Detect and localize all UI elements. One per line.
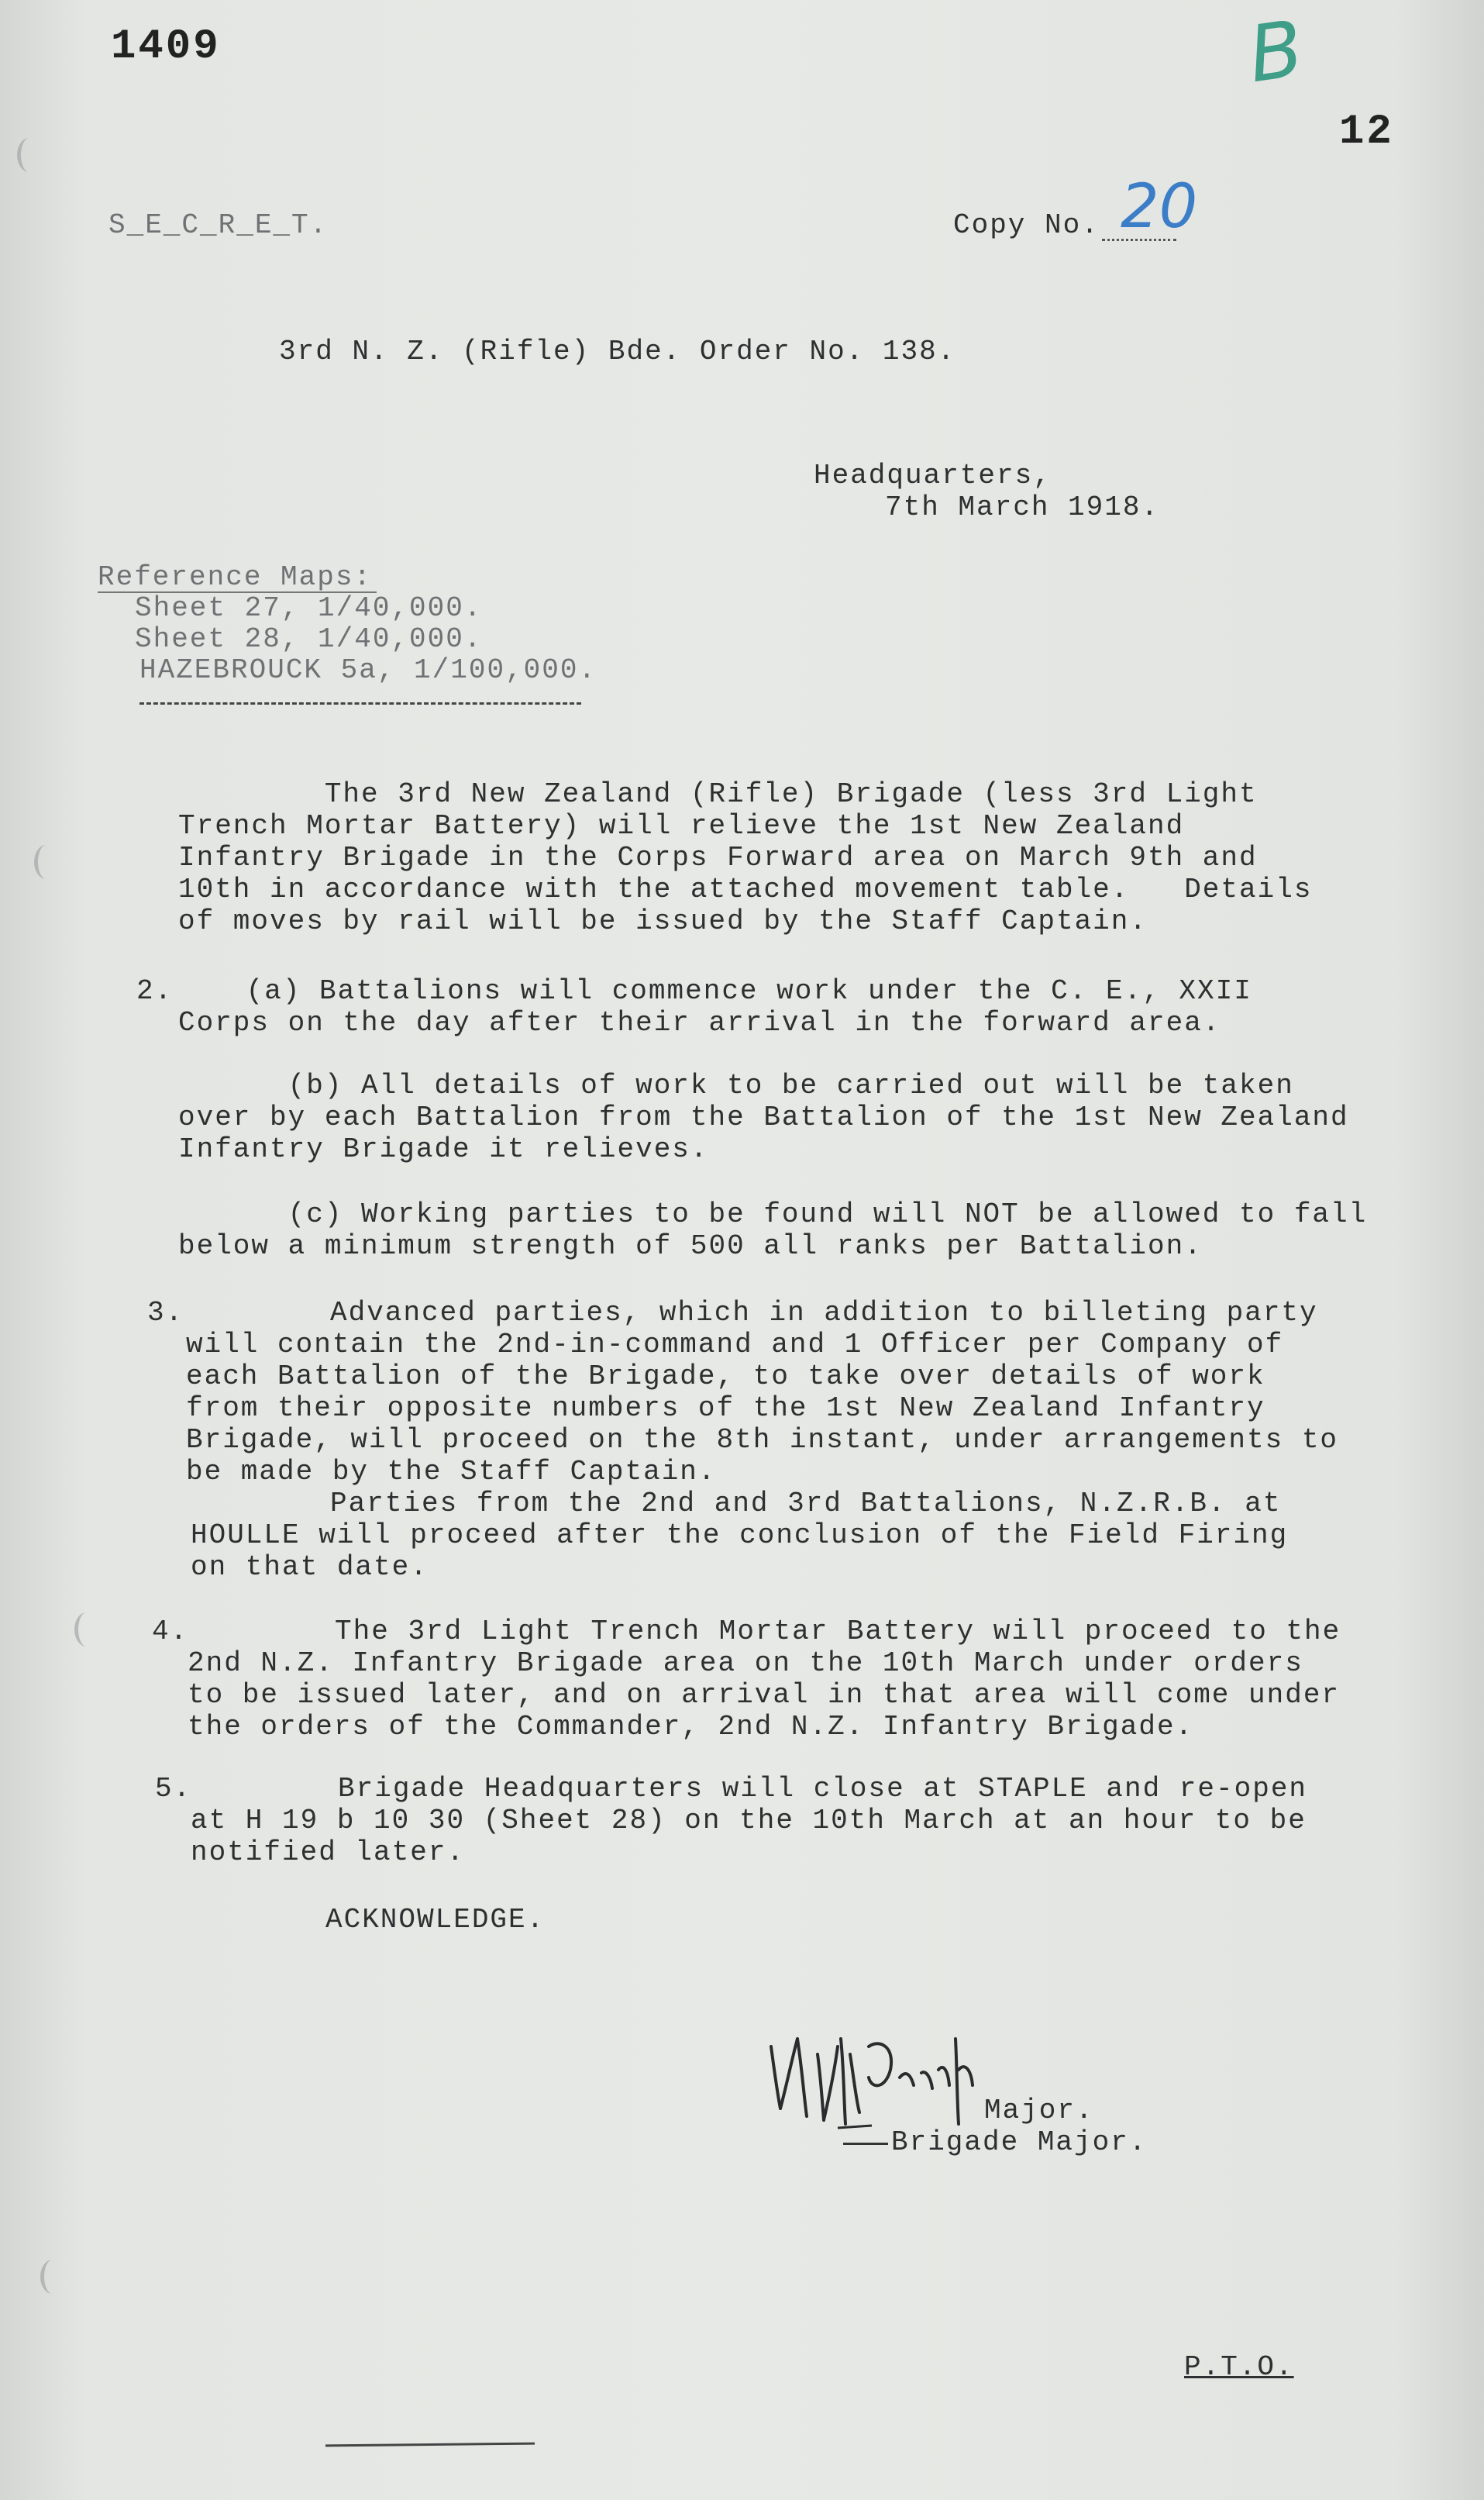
paragraph-2c <box>178 1198 1387 1262</box>
paragraph-line: The 3rd New Zealand (Rifle) Brigade (less 3rd Light <box>178 778 1258 810</box>
paragraph-line: of moves by rail will be issued by the Staff Captain. <box>178 905 1148 937</box>
order-date: 7th March 1918. <box>885 491 1160 523</box>
paragraph-line: to be issued later, and on arrival in that area will come under <box>188 1679 1341 1711</box>
paragraph-line: over by each Battalion from the Battalion of the 1st New Zealand <box>178 1102 1349 1133</box>
paragraph-5 <box>155 1773 1364 1868</box>
paragraph-line: 4. The 3rd Light Trench Mortar Battery will proceed to the <box>152 1616 1341 1647</box>
paragraph-line: Corps on the day after their arrival in the forward area. <box>178 1007 1221 1039</box>
paragraph-line: Infantry Brigade in the Corps Forward area on March 9th and <box>178 842 1258 874</box>
paragraph-line: (b) All details of work to be carried out will be taken <box>178 1070 1294 1102</box>
reference-map-item: HAZEBROUCK 5a, 1/100,000. <box>139 654 597 686</box>
paragraph-line: from their opposite numbers of the 1st New Zealand Infantry <box>186 1392 1265 1424</box>
paragraph-line: on that date. <box>191 1551 429 1583</box>
paragraph-2b <box>178 1070 1387 1165</box>
paragraph-line: Parties from the 2nd and 3rd Battalions, N.Z.R.B. at <box>147 1488 1282 1519</box>
page-turn-note: P.T.O. <box>1184 2351 1294 2383</box>
headquarters-label: Headquarters, <box>814 460 1052 491</box>
bottom-pencil-stroke <box>325 2443 535 2447</box>
reference-map-item: Sheet 27, 1/40,000. <box>135 592 483 624</box>
handwritten-signature <box>763 2023 996 2132</box>
punch-hole-mark <box>74 1612 98 1647</box>
acknowledge-line: ACKNOWLEDGE. <box>325 1904 546 1936</box>
signature-rank: Major. <box>984 2095 1094 2126</box>
paragraph-line: at H 19 b 10 30 (Sheet 28) on the 10th March at an hour to be <box>191 1805 1307 1836</box>
reference-maps-heading: Reference Maps: <box>98 561 373 593</box>
paragraph-line: below a minimum strength of 500 all ranks per Battalion. <box>178 1230 1203 1262</box>
paragraph-line: Brigade, will proceed on the 8th instant, under arrangements to <box>186 1424 1339 1456</box>
paragraph-line: HOULLE will proceed after the conclusion of the Field Firing <box>191 1519 1289 1551</box>
paragraph-line: Infantry Brigade it relieves. <box>178 1133 709 1165</box>
reference-maps-dashed-rule <box>139 702 581 705</box>
paragraph-1 <box>178 778 1387 937</box>
punch-hole-mark <box>40 2260 64 2294</box>
copy-label: Copy No. <box>953 209 1100 241</box>
paragraph-4 <box>152 1616 1361 1743</box>
signature-dash <box>843 2143 888 2145</box>
classification-marking: S_E_C_R_E_T. <box>108 209 329 241</box>
signature-title: Brigade Major. <box>891 2126 1148 2158</box>
handwritten-annotation-letter: B <box>1243 2 1309 101</box>
punch-hole-mark <box>34 845 58 879</box>
page-number: 12 <box>1339 109 1394 156</box>
file-number: 1409 <box>111 23 221 71</box>
paragraph-line: 2. (a) Battalions will commence work under the C. E., XXII <box>136 975 1252 1007</box>
paragraph-line: (c) Working parties to be found will NOT be allowed to fall <box>178 1198 1368 1230</box>
paragraph-line: 3. Advanced parties, which in addition to billeting party <box>147 1297 1318 1329</box>
reference-map-item: Sheet 28, 1/40,000. <box>135 623 483 655</box>
paragraph-line: will contain the 2nd-in-command and 1 Officer per Company of <box>186 1329 1284 1360</box>
paragraph-line: 2nd N.Z. Infantry Brigade area on the 10th March under orders <box>188 1647 1303 1679</box>
paragraph-line: Trench Mortar Battery) will relieve the 1st New Zealand <box>178 810 1185 842</box>
paragraph-3 <box>147 1297 1356 1583</box>
punch-hole-mark <box>17 138 41 172</box>
order-title: 3rd N. Z. (Rifle) Bde. Order No. 138. <box>279 336 956 367</box>
paragraph-line: the orders of the Commander, 2nd N.Z. Infantry Brigade. <box>188 1711 1194 1743</box>
paragraph-2a <box>136 975 1345 1039</box>
paragraph-line: be made by the Staff Captain. <box>186 1456 717 1488</box>
paragraph-line: notified later. <box>191 1836 466 1868</box>
paragraph-line: 5. Brigade Headquarters will close at STAPLE and re-open <box>155 1773 1308 1805</box>
paragraph-line: each Battalion of the Brigade, to take over details of work <box>186 1360 1265 1392</box>
copy-number-handwritten: 20 <box>1121 172 1198 242</box>
paragraph-line: 10th in accordance with the attached movement table. Details <box>178 874 1313 905</box>
